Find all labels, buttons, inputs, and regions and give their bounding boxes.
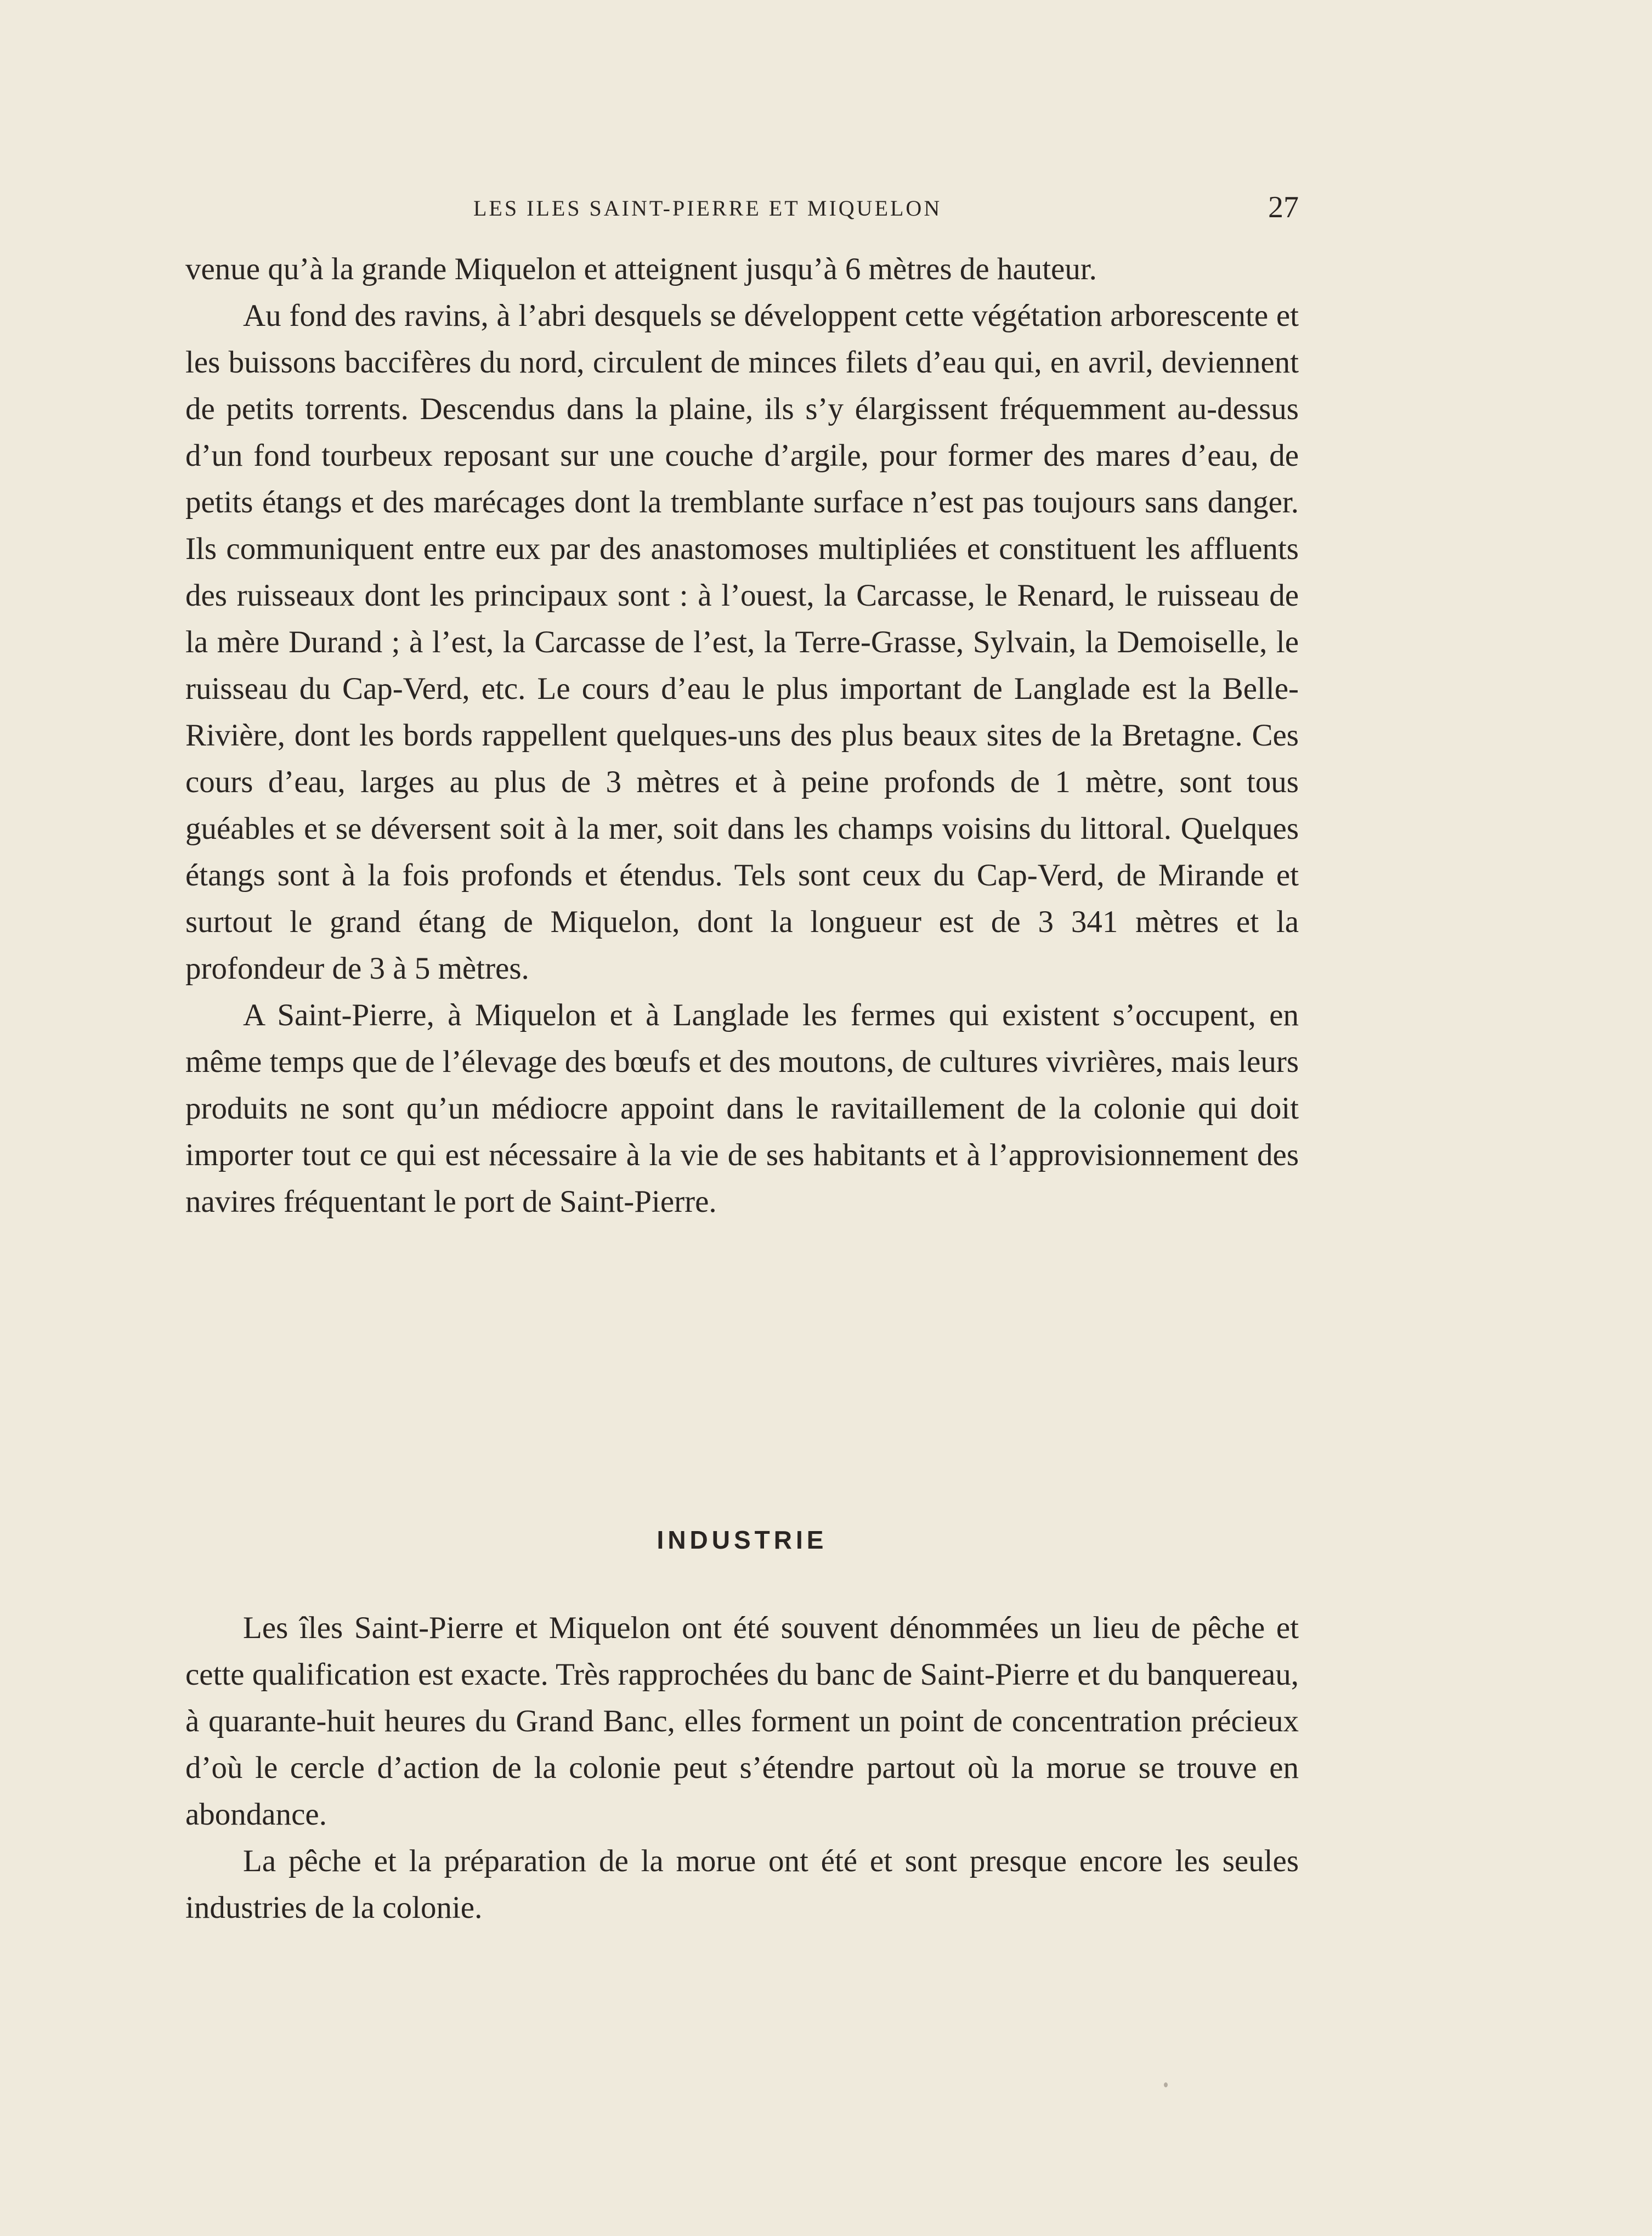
paragraph-continuation: venue qu’à la grande Miquelon et atteignent jusqu’à 6 mètres de hauteur.: [185, 252, 1097, 286]
running-title: LES ILES SAINT-PIERRE ET MIQUELON: [473, 196, 942, 221]
paragraph-fermes: A Saint-Pierre, à Miquelon et à Langlade les fermes qui existent s’occupent, en même temps que de l’élevage des bœufs et des moutons, de cultures vivrières, mais leurs produits ne sont qu’un médiocre appoint dans le ravitaillement de la colonie qui doit importer tout ce qui est nécessaire à la vie de ses habitants et à l’approvisionnement des navires fréquentant le port de Saint-Pierre.: [185, 998, 1299, 1219]
industrie-body-text: [185, 1605, 1299, 1931]
paragraph-peche-morue: La pêche et la préparation de la morue ont été et sont presque encore les seules industries de la colonie.: [185, 1844, 1299, 1925]
paragraph-ravins: Au fond des ravins, à l’abri desquels se développent cette végétation arborescente et les buissons baccifères du nord, circulent de minces filets d’eau qui, en avril, deviennent de petits torrents. Descendus dans la plaine, ils s’y élargissent fréquemment au-dessus d’un fond tourbeux reposant sur une couche d’argile, pour former des mares d’eau, de petits étangs et des marécages dont la tremblante surface n’est pas toujours sans danger. Ils communiquent entre eux par des anastomoses multipliées et constituent les affluents des ruisseaux dont les principaux sont : à l’ouest, la Carcasse, le Renard, le ruisseau de la mère Durand ; à l’est, la Carcasse de l’est, la Terre-Grasse, Sylvain, la Demoiselle, le ruisseau du Cap-Verd, etc. Le cours d’eau le plus important de Langlade est la Belle-Rivière, dont les bords rappellent quelques-uns des plus beaux sites de la Bretagne. Ces cours d’eau, larges au plus de 3 mètres et à peine profonds de 1 mètre, sont tous guéables et se déversent soit à la mer, soit dans les champs voisins du littoral. Quelques étangs sont à la fois profonds et étendus. Tels sont ceux du Cap-Verd, de Mirande et surtout le grand étang de Miquelon, dont la longueur est de 3 341 mètres et la profondeur de 3 à 5 mètres.: [185, 298, 1299, 986]
paragraph-lieu-de-peche: Les îles Saint-Pierre et Miquelon ont été souvent dénommées un lieu de pêche et cette qualification est exacte. Très rapprochées du banc de Saint-Pierre et du banquereau, à quarante-huit heures du Grand Banc, elles forment un point de concentration précieux d’où le cercle d’action de la colonie peut s’étendre partout où la morue se trouve en abondance.: [185, 1611, 1299, 1832]
page-number: 27: [1268, 190, 1299, 224]
section-heading-industrie: INDUSTRIE: [657, 1526, 828, 1554]
running-header: [185, 190, 1299, 234]
paper-speck: [1164, 2082, 1168, 2087]
body-text: [185, 246, 1299, 1225]
